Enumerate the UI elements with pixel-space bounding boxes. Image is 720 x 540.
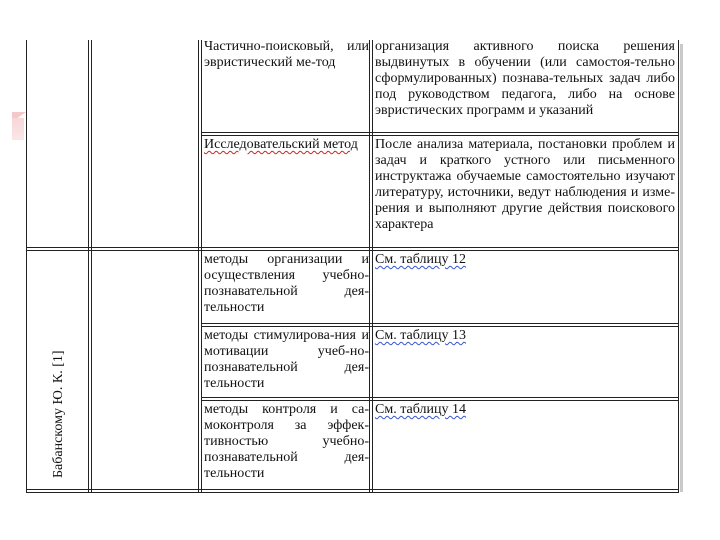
- table-border-bottom: [26, 489, 679, 490]
- row-divider: [201, 326, 679, 327]
- table-reference: См. таблицу 12: [375, 252, 466, 267]
- row-divider: [26, 247, 679, 248]
- method-description: организация активного поиска решения выдвинутых в обучении (или самостоя-тельно сформулированных) познава-тельных задач либо под руководством педагога, либо на основе эвристических программ и указаний: [375, 39, 675, 118]
- column-divider: [91, 40, 92, 492]
- methods-table: [26, 40, 680, 492]
- table-reference: См. таблицу 14: [375, 402, 466, 417]
- column-divider: [372, 40, 373, 492]
- red-bookmark-icon: [12, 112, 26, 122]
- column-divider: [198, 40, 199, 492]
- method-name: Исследовательский метод: [204, 137, 358, 152]
- method-name: методы контроля и са-моконтроля за эффек-тивностью учебно-познавательной дея-тельности: [204, 402, 369, 481]
- table-reference: См. таблицу 13: [375, 328, 466, 343]
- method-description: После анализа материала, постановки проблем и задач и краткого устного или письменного инструктажа обучаемые самостоятельно изучают литературу, источники, ведут наблюдения и изме-рения и выполняют другие действия поискового характера: [375, 137, 675, 232]
- method-name: методы стимулирова-ния и мотивации учеб-но-познавательной дея-тельности: [204, 328, 369, 391]
- row-divider: [201, 400, 679, 401]
- author-label: Бабанскому Ю. К. [1]: [51, 350, 66, 478]
- row-divider: [26, 250, 679, 251]
- row-divider: [201, 132, 679, 133]
- method-name: Частично-поисковый, или эвристический ме-тод: [204, 39, 369, 70]
- table-border-bottom: [26, 492, 679, 493]
- row-divider: [201, 397, 679, 398]
- row-divider: [201, 323, 679, 324]
- column-divider: [88, 40, 89, 492]
- table-shadow: [680, 44, 683, 492]
- column-divider: [369, 40, 370, 492]
- row-divider: [201, 135, 679, 136]
- method-name: методы организации и осуществления учебно-познавательной дея-тельности: [204, 252, 369, 315]
- table-border-right: [678, 40, 679, 492]
- table-border-left: [26, 40, 27, 492]
- column-divider: [201, 40, 202, 492]
